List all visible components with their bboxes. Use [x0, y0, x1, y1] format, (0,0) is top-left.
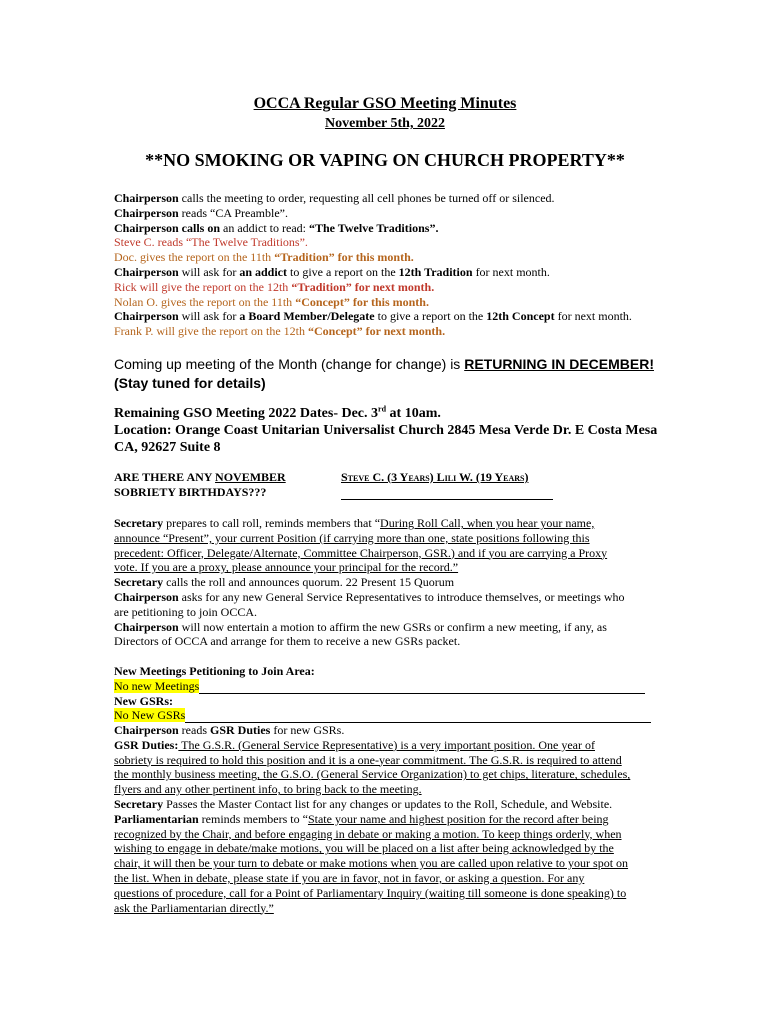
agenda-line-orange: Doc. gives the report on the 11th “Tradition” for this month. [114, 250, 414, 265]
duties-line: recognized by the Chair, and before engaging in debate or making a motion. To keep things orderly, when [114, 826, 622, 841]
birthday-rule [341, 485, 556, 500]
duties-line: Secretary Passes the Master Contact list for any changes or updates to the Roll, Schedule, and Website. [114, 796, 613, 811]
duties-line: Chairperson reads GSR Duties for new GSRs. [114, 723, 345, 737]
roll-line: vote. If you are a proxy, please announce your principal for the record.” [114, 560, 459, 575]
duties-line: Parliamentarian reminds members to “State your name and highest position for the record after being [114, 811, 609, 826]
remaining-dates: Remaining GSO Meeting 2022 Dates- Dec. 3rd at 10am. [114, 404, 441, 421]
new-meetings-value: No new Meetings [114, 678, 200, 693]
new-gsrs-value: No New GSRs [114, 708, 186, 723]
petitions-block [114, 664, 659, 723]
agenda-line: Chairperson will ask for an addict to give a report on the 12th Tradition for next month. [114, 264, 550, 279]
new-gsrs-heading: New GSRs: [114, 693, 173, 708]
remaining-dates-block [114, 405, 674, 456]
duties-line: the list. When in debate, please state if you are in favor, not in favor, or asking a question. For any [114, 870, 585, 885]
roll-line: Chairperson asks for any new General Service Representatives to introduce themselves, or meetings who [114, 589, 625, 604]
agenda-line-orange: Nolan O. gives the report on the 11th “Concept” for this month. [114, 294, 429, 309]
duties-line: sobriety is required to hold this position and it is a one-year commitment. The G.S.R. is required to attend [114, 752, 622, 767]
page-title: OCCA Regular GSO Meeting Minutes [253, 95, 517, 112]
duties-line: the monthly business meeting, the G.S.O. (General Service Organization) to get chips, literature, schedules, [114, 767, 631, 782]
birthday-question [114, 470, 344, 500]
birthday-names: Steve C. (3 Years) Lili W. (19 Years) [341, 470, 529, 484]
birthday-question-line: ARE THERE ANY NOVEMBER [114, 470, 286, 484]
duties-line: questions of procedure, call for a Point of Parliamentary Inquiry (waiting till someone is done speaking) to [114, 885, 627, 900]
duties-line: ask the Parliamentarian directly.” [114, 900, 274, 915]
coming-up-line: Coming up meeting of the Month (change for change) is RETURNING IN DECEMBER! [114, 356, 654, 372]
meeting-date: November 5th, 2022 [325, 116, 445, 131]
duties-line: wishing to engage in debate/make motions, you will be placed on a list after being acknowledged by the [114, 841, 614, 856]
agenda-line: Chairperson will ask for a Board Member/Delegate to give a report on the 12th Concept for next month. [114, 309, 632, 324]
new-meetings-rule [199, 682, 645, 694]
roll-line: are petitioning to join OCCA. [114, 604, 257, 619]
birthday-question-line: SOBRIETY BIRTHDAYS??? [114, 484, 267, 499]
roll-line: Secretary calls the roll and announces quorum. 22 Present 15 Quorum [114, 575, 455, 590]
petitions-heading: New Meetings Petitioning to Join Area: [114, 664, 315, 678]
birthday-answer [341, 470, 556, 500]
location-line: Location: Orange Coast Unitarian Universalist Church 2845 Mesa Verde Dr. E Costa Mesa [114, 423, 658, 438]
agenda-line-red: Steve C. reads “The Twelve Traditions”. [114, 235, 308, 250]
agenda-line-red: Rick will give the report on the 12th “Tradition” for next month. [114, 279, 435, 294]
agenda-line: Chairperson calls the meeting to order, requesting all cell phones be turned off or silenced. [114, 191, 555, 205]
roll-line: announce “Present”, your current Position (if carrying more than one, state positions following this [114, 530, 590, 545]
new-meetings-row [114, 679, 659, 694]
agenda-line: Chairperson reads “CA Preamble”. [114, 205, 288, 220]
coming-up-note: (Stay tuned for details) [114, 375, 266, 391]
new-gsrs-row [114, 708, 659, 723]
duties-line: flyers and any other pertinent info, to bring back to the meeting. [114, 782, 422, 797]
roll-line: precedent: Officer, Delegate/Alternate, Committee Chairperson, GSR.) and if you are carrying a Proxy [114, 545, 608, 560]
agenda-line: Chairperson calls on an addict to read: “The Twelve Traditions”. [114, 220, 439, 235]
duties-line: chair, it will then be your turn to debate or make motions when you are called upon relative to your spot on [114, 856, 629, 871]
no-smoking-warning: **NO SMOKING OR VAPING ON CHURCH PROPERTY** [145, 150, 625, 170]
gsr-duties-block [114, 723, 674, 915]
agenda-block [114, 191, 662, 339]
coming-up-block [114, 355, 662, 393]
location-line: CA, 92627 Suite 8 [114, 440, 221, 455]
roll-line: Secretary prepares to call roll, reminds members that “During Roll Call, when you hear your name, [114, 516, 595, 530]
new-gsrs-rule [185, 711, 651, 723]
roll-line: Directors of OCCA and arrange for them to receive a new GSRs packet. [114, 634, 461, 649]
duties-line: GSR Duties: The G.S.R. (General Service Representative) is a very important position. One year of [114, 737, 595, 752]
roll-call-block [114, 516, 674, 649]
agenda-line-orange: Frank P. will give the report on the 12th “Concept” for next month. [114, 324, 446, 339]
roll-line: Chairperson will now entertain a motion to affirm the new GSRs or confirm a new meeting, if any, as [114, 619, 607, 634]
